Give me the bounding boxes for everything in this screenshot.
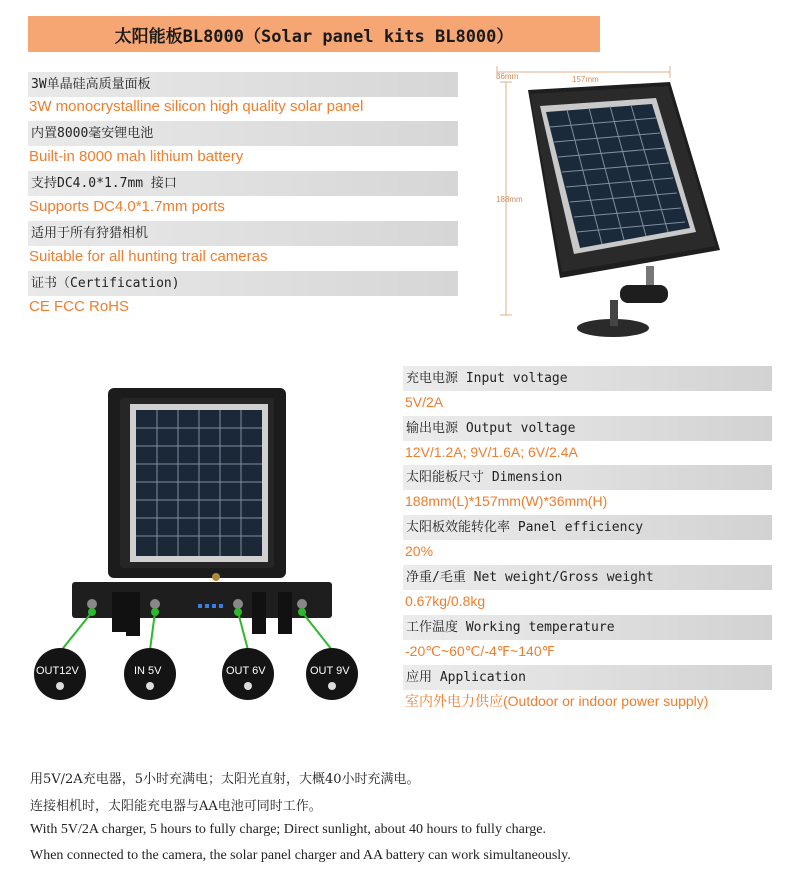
page-title: 太阳能板BL8000（Solar panel kits BL8000）: [28, 16, 600, 52]
spec-value: 188mm(L)*157mm(W)*36mm(H): [405, 493, 608, 509]
port-label-out12v: OUT12V: [36, 665, 79, 677]
note-en-simultaneous: When connected to the camera, the solar panel charger and AA battery can work simultaneously.: [30, 848, 571, 863]
feature-zh: 3W单晶硅高质量面板: [28, 72, 458, 97]
feature-en: Suitable for all hunting trail cameras: [29, 248, 268, 265]
feature-zh: 适用于所有狩猎相机: [28, 221, 458, 246]
spec-value: -20℃~60℃/-4℉~140℉: [405, 643, 555, 659]
spec-value: 12V/1.2A; 9V/1.6A; 6V/2.4A: [405, 444, 578, 460]
note-zh-charge-time: 用5V/2A充电器，5小时充满电；太阳光直射，大概40小时充满电。: [30, 772, 420, 787]
spec-label: 净重/毛重 Net weight/Gross weight: [403, 565, 772, 590]
dim-width-label: 157mm: [572, 75, 599, 84]
port-label-in5v: IN 5V: [134, 665, 162, 677]
spec-value: 0.67kg/0.8kg: [405, 593, 486, 609]
certification-heading: 证书（Certification): [28, 271, 458, 296]
spec-label: 工作温度 Working temperature: [403, 615, 772, 640]
spec-value: 20%: [405, 543, 434, 559]
feature-en: 3W monocrystalline silicon high quality solar panel: [29, 98, 364, 115]
solar-panel-dimension-image: [470, 60, 740, 345]
spec-label: 太阳板效能转化率 Panel efficiency: [403, 515, 772, 540]
spec-value: 室内外电力供应(Outdoor or indoor power supply): [405, 693, 709, 709]
spec-label: 充电电源 Input voltage: [403, 366, 772, 391]
certification-list: CE FCC RoHS: [29, 298, 130, 315]
feature-en: Built-in 8000 mah lithium battery: [29, 148, 244, 165]
spec-value: 5V/2A: [405, 394, 444, 410]
spec-label: 应用 Application: [403, 665, 772, 690]
spec-label: 太阳能板尺寸 Dimension: [403, 465, 772, 490]
port-label-out9v: OUT 9V: [310, 665, 350, 677]
dim-height-label: 188mm: [496, 195, 523, 204]
panel-ports-image: [30, 382, 370, 702]
feature-zh: 支持DC4.0*1.7mm 接口: [28, 171, 458, 196]
note-zh-simultaneous: 连接相机时，太阳能充电器与AA电池可同时工作。: [30, 799, 322, 814]
dim-depth-label: 36mm: [496, 72, 519, 81]
port-label-out6v: OUT 6V: [226, 665, 266, 677]
feature-en: Supports DC4.0*1.7mm ports: [29, 198, 225, 215]
feature-zh: 内置8000毫安锂电池: [28, 121, 458, 146]
note-en-charge-time: With 5V/2A charger, 5 hours to fully charge; Direct sunlight, about 40 hours to fully charge.: [30, 822, 546, 837]
spec-label: 输出电源 Output voltage: [403, 416, 772, 441]
